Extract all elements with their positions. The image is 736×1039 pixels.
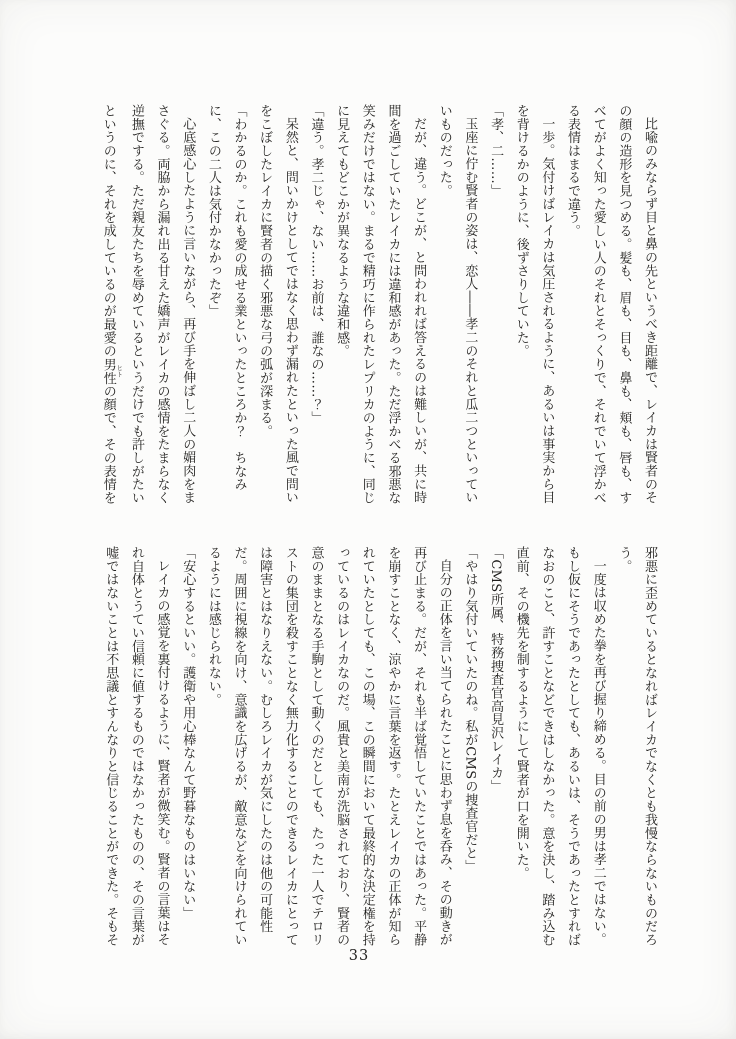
text-segment: 直前、その機先を制するようにして賢者が口を開いた。 [513, 546, 529, 880]
text-segment: 比喩のみならず目と鼻の先というべき距離で、レイカは賢者のそ [642, 117, 657, 505]
text-line [303, 546, 329, 947]
text-line [175, 546, 201, 941]
text-line [252, 546, 278, 941]
text-segment: れ自体とうてい信頼に値するものではなかったものの、その言葉が [128, 546, 144, 947]
text-segment: というのに、それを成しているのが最愛の [100, 104, 116, 358]
text-line [482, 546, 508, 941]
text-line [175, 104, 201, 512]
text-line [431, 546, 457, 954]
text-line [123, 104, 149, 505]
text-segment: 「やはり気付いていたのね。私がCMSの捜査官だと」 [462, 546, 478, 873]
text-segment: だ。周囲に視線を向け、意識を広げるが、敵意などを向けられてい [231, 546, 247, 947]
text-line [611, 546, 637, 941]
text-line [559, 546, 585, 947]
text-line [534, 104, 560, 512]
text-segment: 嘘ではないことは不思議とすんなりと信じることができた。そもそ [103, 546, 119, 947]
text-segment: 自分の正体を言い当てられたことに思わず息を呑み、その動きが [436, 559, 452, 947]
text-segment: 再び止まる。だが、それも半ば覚悟していたことではあった。平静 [411, 546, 427, 947]
text-line [328, 546, 354, 947]
text-line [457, 546, 483, 941]
text-segment: は障害とはなりえない。むしろレイカが気にしたのは他の可能性 [257, 546, 273, 934]
text-line [277, 104, 303, 512]
text-line [380, 546, 406, 947]
text-segment: る表情はまるで違う。 [565, 104, 581, 238]
text-line [226, 104, 252, 499]
text-line [431, 104, 457, 499]
text-segment: の顔の造形を見つめる。髪も、眉も、目も、鼻も、頬も、唇も、す [616, 104, 632, 505]
text-line [457, 104, 483, 512]
ruby-annotated-text [100, 357, 124, 385]
text-segment: を背けるかのように、後ずさりしていた。 [513, 104, 529, 358]
text-line [303, 104, 329, 499]
text-segment: もし仮にそうであったとしても、あるいは、そうであったとすれば [565, 546, 581, 947]
text-line [149, 104, 175, 505]
text-segment: 「CMS所属、特務捜査官高見沢レイカ」 [488, 546, 504, 793]
text-segment: 邪悪に歪めているとなればレイカでなくとも我慢ならないものだろ [642, 546, 657, 947]
text-block-top [97, 104, 662, 505]
text-line [95, 104, 124, 505]
text-segment: 間を過ごしていたレイカには違和感があった。ただ浮かべる邪悪な [385, 104, 401, 505]
text-segment: さぐる。両脇から漏れ出る甘えた嬌声がレイカの感情をたまらなく [154, 104, 170, 505]
text-segment: う。 [616, 546, 632, 573]
text-line [123, 546, 149, 947]
text-line [611, 104, 637, 505]
text-line [508, 546, 534, 941]
text-line [585, 104, 611, 505]
text-segment: 男性 [100, 357, 116, 385]
text-segment: 「孝、二……」 [488, 104, 504, 198]
text-line [252, 104, 278, 499]
text-segment: れていたとしても、この場、この瞬間において最終的な決定権を持 [359, 546, 375, 947]
text-line [328, 104, 354, 499]
text-segment: ストの集団を殺すことなく無力化することのできるレイカにとって [282, 546, 298, 947]
text-line [200, 546, 226, 941]
text-line [200, 104, 226, 499]
text-segment: っているのはレイカなのだ。風貴と美南が洗脳されており、賢者の [334, 546, 350, 947]
text-line [482, 104, 508, 499]
text-line [508, 104, 534, 499]
text-segment: 一歩。気付けばレイカは気圧されるように、あるいは事実から目 [539, 117, 555, 505]
text-segment: 笑みだけではない。まるで精巧に作られたレプリカのように、同じ [359, 104, 375, 505]
text-line [585, 546, 611, 954]
text-segment: 玉座に佇む賢者の姿は、恋人――孝二のそれと瓜二つといってい [462, 117, 478, 505]
text-line [534, 546, 560, 947]
text-segment: に見えてもどこかが異なるような違和感。 [334, 104, 350, 358]
text-line [354, 546, 380, 947]
page-number: 33 [348, 948, 370, 964]
text-block-bottom [97, 546, 662, 947]
furigana: ヒト [115, 357, 124, 385]
text-line [405, 104, 431, 512]
text-line [405, 546, 431, 947]
text-line [226, 546, 252, 947]
text-line [354, 104, 380, 505]
text-segment: レイカの感覚を裏付けるように、賢者が微笑む。賢者の言葉はそ [154, 559, 170, 947]
text-segment: 意のままとなる手駒として動くのだとしても、たった一人でテロリ [308, 546, 324, 947]
text-line [636, 104, 662, 512]
text-line [277, 546, 303, 947]
text-segment: をこぼしたレイカに賢者の描く邪悪な弓の弧が深まる。 [257, 104, 273, 438]
text-line [380, 104, 406, 505]
text-segment: 「わかるのか。これも愛の成せる業といったところか？ ちなみ [231, 104, 247, 492]
text-line [98, 546, 124, 947]
text-segment: を崩すことなく、涼やかに言葉を返す。たとえレイカの正体が知ら [385, 546, 401, 947]
text-segment: いものだった。 [436, 104, 452, 198]
text-segment: 一度は収めた拳を再び握り締める。目の前の男は孝二ではない。 [590, 559, 606, 947]
text-segment: 逆撫でする。ただ親友たちを辱めているというだけでも許しがたい [128, 104, 144, 505]
text-segment: るようには感じられない。 [205, 546, 221, 707]
text-segment: べてがよく知った愛しい人のそれとそっくりで、それでいて浮かべ [590, 104, 606, 505]
text-line [149, 546, 175, 954]
text-segment: の顔で、その表情を [100, 384, 116, 505]
text-segment: 心底感心したように言いながら、再び手を伸ばし二人の媚肉をま [180, 117, 196, 505]
text-segment: に、この二人は気付かなかったぞ」 [205, 104, 221, 318]
text-line [636, 546, 662, 947]
text-segment: 「安心するといい。護衛や用心棒なんて野暮なものはいない」 [180, 546, 196, 920]
text-segment: 「違う。孝二じゃ、ない……お前は、誰なの……？」 [308, 104, 324, 425]
text-line [559, 104, 585, 499]
text-segment: なおのこと、許すことなどできはしなかった。意を決し、踏み込む [539, 546, 555, 947]
text-segment: だが、違う。どこが、と問われれば答えるのは難しいが、共に時 [411, 117, 427, 505]
text-segment: 呆然と、問いかけとしてではなく思わず漏れたといった風で問い [282, 117, 298, 505]
